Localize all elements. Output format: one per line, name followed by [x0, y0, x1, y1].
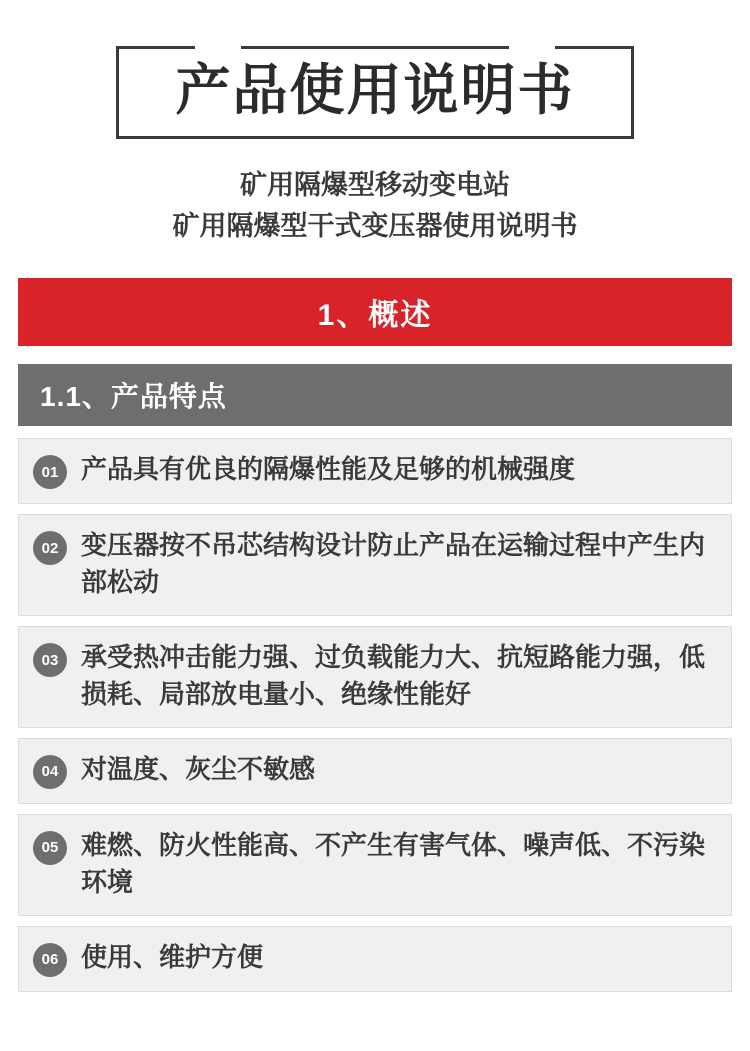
- subsection-header-label: 1.1、产品特点: [40, 381, 227, 413]
- list-item-number-badge: 06: [33, 943, 67, 977]
- subtitle-line-2: 矿用隔爆型干式变压器使用说明书: [172, 210, 578, 241]
- list-item: [18, 926, 732, 992]
- list-item-text: 对温度、灰尘不敏感: [81, 753, 316, 784]
- subsection-header: [18, 364, 732, 426]
- title-frame: [116, 46, 633, 139]
- list-item-number-badge: 05: [33, 831, 67, 865]
- section-header: [18, 278, 732, 346]
- list-item: [18, 738, 732, 804]
- title-container: [18, 46, 732, 139]
- document-page: [0, 46, 750, 1051]
- list-item: [18, 438, 732, 504]
- document-subtitle: [18, 165, 732, 246]
- page-title: 产品使用说明书: [175, 59, 575, 121]
- list-item: [18, 814, 732, 916]
- list-item-text: 变压器按不吊芯结构设计防止产品在运输过程中产生内部松动: [81, 530, 706, 598]
- list-item: [18, 626, 732, 728]
- list-item-text: 产品具有优良的隔爆性能及足够的机械强度: [81, 454, 576, 485]
- list-item-number-badge: 04: [33, 755, 67, 789]
- list-item-number-badge: 01: [33, 455, 67, 489]
- list-item-text: 承受热冲击能力强、过负载能力大、抗短路能力强，低损耗、局部放电量小、绝缘性能好: [81, 642, 706, 709]
- section-header-label: 1、概述: [317, 299, 433, 333]
- list-item-text: 使用、维护方便: [81, 941, 264, 972]
- list-item-number-badge: 02: [33, 531, 67, 565]
- list-item-number-badge: 03: [33, 643, 67, 677]
- list-item-text: 难燃、防火性能高、不产生有害气体、噪声低、不污染环境: [81, 829, 706, 897]
- subtitle-line-1: 矿用隔爆型移动变电站: [240, 170, 510, 201]
- list-item: [18, 514, 732, 616]
- feature-list: [18, 438, 732, 991]
